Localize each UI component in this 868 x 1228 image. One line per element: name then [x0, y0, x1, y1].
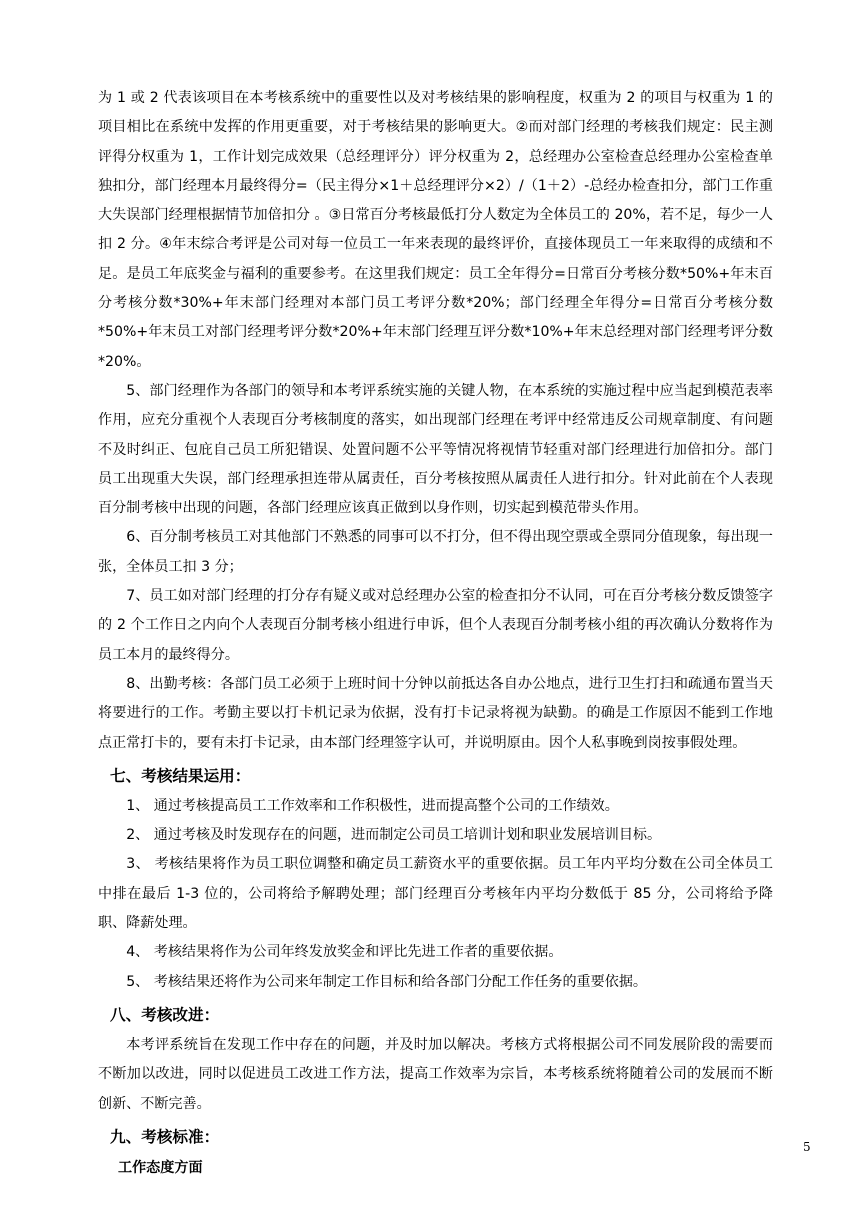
results-item-5: 5、 考核结果还将作为公司来年制定工作目标和给各部门分配工作任务的重要依据。 — [126, 973, 648, 990]
paragraph-item-6: 6、百分制考核员工对其他部门不熟悉的同事可以不打分，但不得出现空票或全票同分值现象，每出现一张，全体员工扣 3 分； — [98, 529, 773, 575]
results-item-4: 4、 考核结果将作为公司年终发放奖金和评比先进工作者的重要依据。 — [126, 944, 563, 961]
improvement-body: 本考评系统旨在发现工作中存在的问题，并及时加以解决。考核方式将根据公司不同发展阶段的需要而不断加以改进，同时以促进员工改进工作方法，提高工作效率为宗旨，本考核系统将随着公司的发展而不断创新、不断完善。 — [98, 1036, 773, 1112]
section-heading-results: 七、考核结果运用： — [110, 766, 251, 785]
results-item-1: 1、 通过考核提高员工工作效率和工作积极性，进而提高整个公司的工作绩效。 — [126, 797, 619, 814]
paragraph-item-8: 8、出勤考核：各部门员工必须于上班时间十分钟以前抵达各自办公地点，进行卫生打扫和疏通布置当天将要进行的工作。考勤主要以打卡机记录为依据，没有打卡记录将视为缺勤。的确是工作原因不能到工作地点正常打卡的，要有未打卡记录，由本部门经理签字认可，并说明原由。因个人私事晚到岗按事假处理。 — [98, 675, 773, 751]
results-item-2: 2、 通过考核及时发现存在的问题，进而制定公司员工培训计划和职业发展培训目标。 — [126, 827, 662, 844]
page-body — [98, 84, 773, 1183]
results-item-3: 3、 考核结果将作为员工职位调整和确定员工薪资水平的重要依据。员工年内平均分数在公司全体员工中排在最后 1-3 位的，公司将给予解聘处理；部门经理百分考核年内平均分数低于 85 分，公司将给予降职、降薪处理。 — [98, 856, 773, 932]
paragraph-item-5: 5、部门经理作为各部门的领导和本考评系统实施的关键人物，在本系统的实施过程中应当起到模范表率作用，应充分重视个人表现百分考核制度的落实，如出现部门经理在考评中经常违反公司规章制度、有问题不及时纠正、包庇自己员工所犯错误、处置问题不公平等情况将视情节轻重对部门经理进行加倍扣分。部门员工出现重大失误，部门经理承担连带从属责任，百分考核按照从属责任人进行扣分。针对此前在个人表现百分制考核中出现的问题，各部门经理应该真正做到以身作则，切实起到模范带头作用。 — [98, 382, 773, 517]
paragraph-item-7: 7、员工如对部门经理的打分存有疑义或对总经理办公室的检查扣分不认同，可在百分考核分数反馈签字的 2 个工作日之内向个人表现百分制考核小组进行申诉，但个人表现百分制考核小组的再次确认分数将作为员工本月的最终得分。 — [98, 588, 773, 663]
subheading-work-attitude: 工作态度方面 — [118, 1159, 203, 1176]
page-number: 5 — [803, 1140, 811, 1154]
section-heading-standards: 九、考核标准： — [110, 1127, 220, 1146]
paragraph-weights: 为 1 或 2 代表该项目在本考核系统中的重要性以及对考核结果的影响程度，权重为 2 的项目与权重为 1 的项目相比在系统中发挥的作用更重要，对于考核结果的影响更大。②而对部门经理的考核我们规定：民主测评得分权重为 1，工作计划完成效果（总经理评分）评分权重为 2，总经理办公室检查总经理办公室检查单独扣分，部门经理本月最终得分=（民主得分×1＋总经理评分×2）/（1＋2）-总经办检查扣分，部门工作重大失误部门经理根据情节加倍扣分 。③日常百分考核最低打分人数定为全体员工的 20%，若不足，每少一人扣 2 分。④年末综合考评是公司对每一位员工一年来表现的最终评价，直接体现员工一年来取得的成绩和不足。是员工年底奖金与福利的重要参考。在这里我们规定：员工全年得分=日常百分考核分数*50%+年末百分考核分数*30%+年末部门经理对本部门员工考评分数*20%；部门经理全年得分=日常百分考核分数*50%+年末员工对部门经理考评分数*20%+年末部门经理互评分数*10%+年末总经理对部门经理考评分数*20%。 — [98, 90, 773, 370]
section-heading-improvement: 八、考核改进： — [110, 1005, 220, 1024]
